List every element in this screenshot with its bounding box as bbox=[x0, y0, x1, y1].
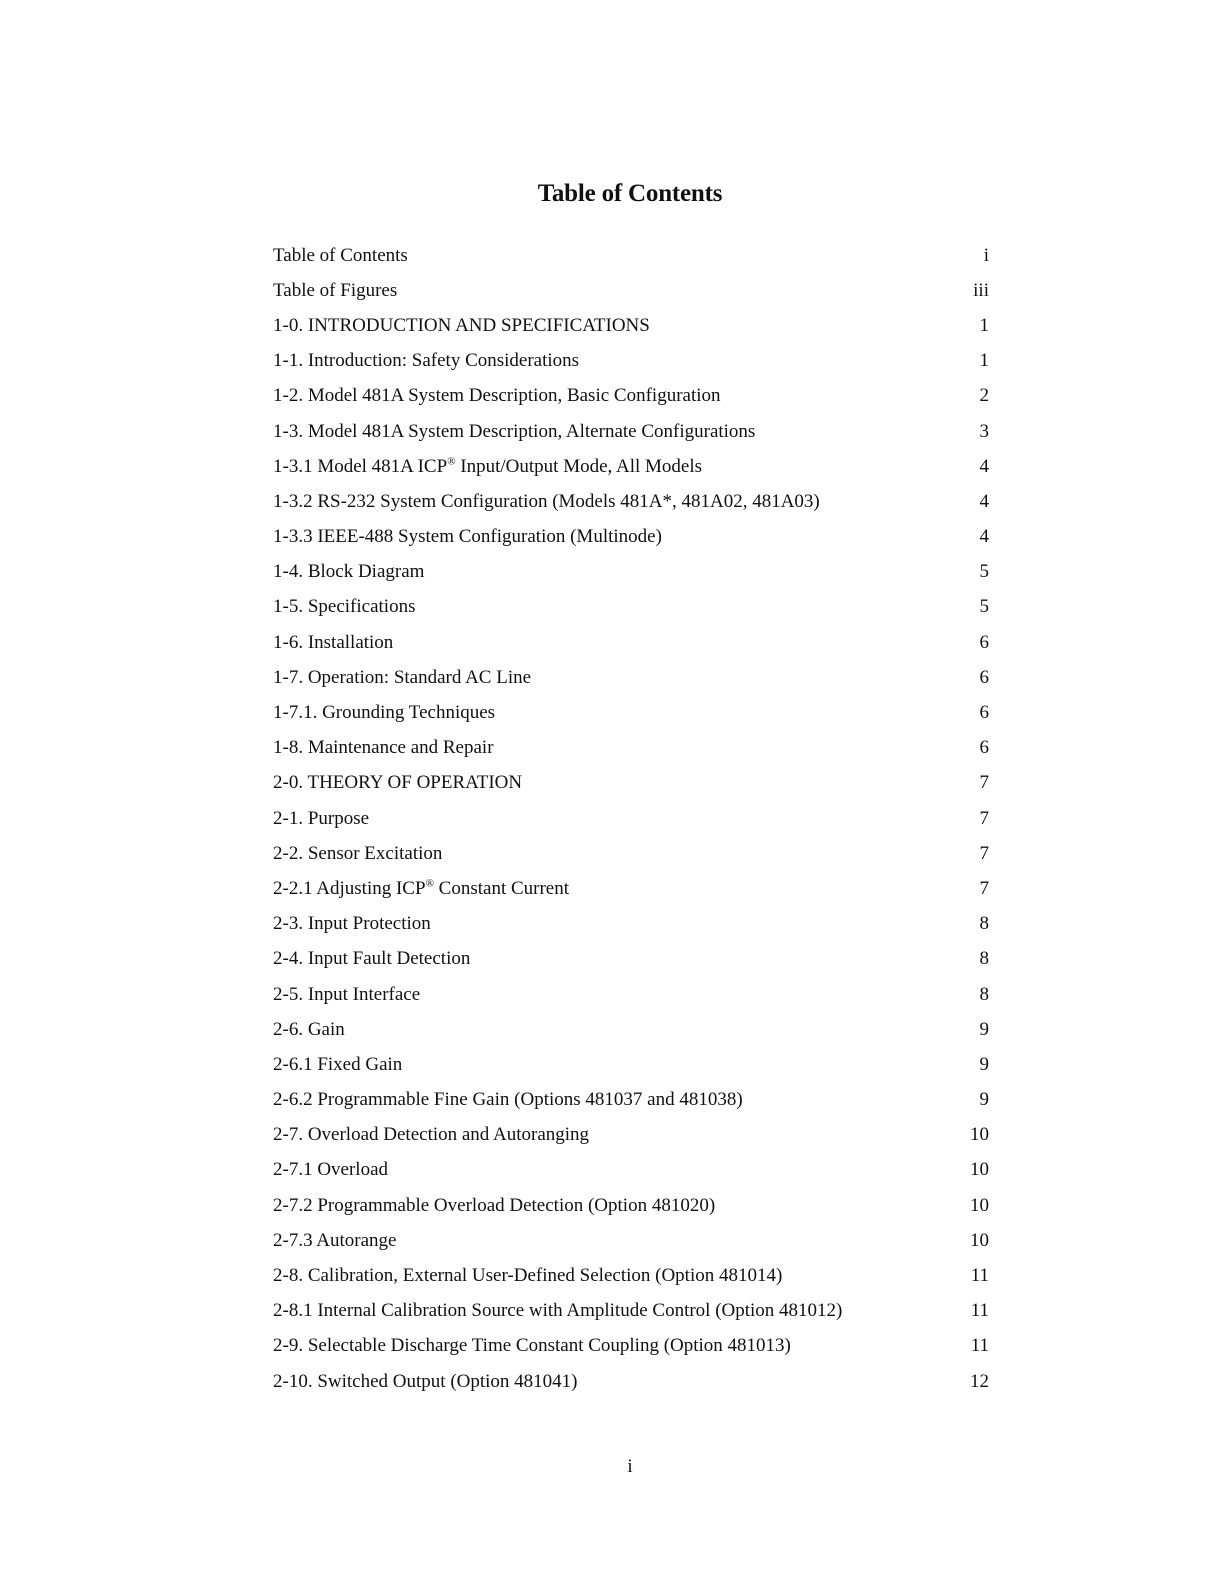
toc-entry-page: 4 bbox=[979, 526, 989, 548]
toc-entry-page: 9 bbox=[979, 1018, 989, 1040]
toc-entry-text: Table of Contents bbox=[273, 244, 408, 266]
toc-entry-text: 1-5. Specifications bbox=[273, 596, 416, 618]
toc-entry[interactable] bbox=[273, 1258, 989, 1293]
registered-mark: ® bbox=[425, 877, 434, 890]
toc-entry-text: 1-4. Block Diagram bbox=[273, 561, 425, 583]
toc-entry[interactable] bbox=[273, 344, 989, 379]
toc-entry-text: Table of Figures bbox=[273, 279, 398, 301]
toc-entry-page: 10 bbox=[970, 1124, 989, 1146]
toc-entry-text: 2-4. Input Fault Detection bbox=[273, 948, 471, 970]
toc-entry-page: iii bbox=[973, 279, 989, 301]
toc-entry-label bbox=[273, 843, 442, 865]
toc-entry-page: 8 bbox=[979, 913, 989, 935]
toc-entry-label bbox=[273, 702, 495, 724]
toc-entry-label bbox=[273, 1371, 578, 1393]
toc-entry-label bbox=[273, 350, 579, 372]
toc-entry-page: 7 bbox=[979, 772, 989, 794]
toc-entry-text: 1-3.3 IEEE-488 System Configuration (Multinode) bbox=[273, 526, 662, 548]
toc-entry-label bbox=[273, 1230, 396, 1252]
page-title: Table of Contents bbox=[537, 180, 723, 207]
toc-entry[interactable] bbox=[273, 1012, 989, 1047]
toc-entry[interactable] bbox=[273, 625, 989, 660]
toc-entry-text: 1-8. Maintenance and Repair bbox=[273, 737, 494, 759]
toc-entry[interactable] bbox=[273, 801, 989, 836]
toc-entry[interactable] bbox=[273, 414, 989, 449]
toc-entry[interactable] bbox=[273, 695, 989, 730]
toc-entry-label bbox=[273, 561, 424, 583]
toc-entry-label bbox=[273, 667, 531, 689]
toc-entry-text: 2-10. Switched Output (Option 481041) bbox=[273, 1370, 578, 1392]
toc-entry-page: 7 bbox=[979, 877, 989, 899]
toc-entry-page: 8 bbox=[979, 948, 989, 970]
toc-entry-page: 3 bbox=[979, 420, 989, 442]
toc-entry[interactable] bbox=[273, 977, 989, 1012]
toc-entry[interactable] bbox=[273, 1188, 989, 1223]
toc-entry-page: 1 bbox=[979, 314, 989, 336]
toc-entry[interactable] bbox=[273, 660, 989, 695]
toc-entry-label bbox=[273, 1054, 402, 1076]
toc-entry[interactable] bbox=[273, 520, 989, 555]
toc-entry-page: 6 bbox=[979, 737, 989, 759]
toc-entry-text-continued: Input/Output Mode, All Models bbox=[455, 455, 703, 477]
toc-entry-page: 10 bbox=[970, 1229, 989, 1251]
toc-entry[interactable] bbox=[273, 1364, 989, 1399]
toc-list bbox=[273, 238, 989, 1399]
toc-entry[interactable] bbox=[273, 942, 989, 977]
toc-entry-page: 9 bbox=[979, 1053, 989, 1075]
toc-entry-text: 1-0. INTRODUCTION AND SPECIFICATIONS bbox=[273, 314, 650, 336]
toc-entry-text: 1-3.1 Model 481A ICP bbox=[273, 455, 448, 477]
toc-entry-page: 5 bbox=[979, 561, 989, 583]
toc-entry-text: 2-2. Sensor Excitation bbox=[273, 842, 443, 864]
toc-entry-text: 2-1. Purpose bbox=[273, 807, 370, 829]
toc-entry[interactable] bbox=[273, 871, 989, 906]
toc-entry[interactable] bbox=[273, 590, 989, 625]
toc-entry[interactable] bbox=[273, 238, 989, 273]
toc-entry-page: 5 bbox=[979, 596, 989, 618]
toc-entry-label bbox=[273, 737, 494, 759]
toc-entry-page: 6 bbox=[979, 666, 989, 688]
toc-entry-page: 8 bbox=[979, 983, 989, 1005]
toc-entry-text: 2-0. THEORY OF OPERATION bbox=[273, 772, 523, 794]
toc-entry-page: 1 bbox=[979, 350, 989, 372]
toc-entry[interactable] bbox=[273, 1153, 989, 1188]
toc-entry-page: 7 bbox=[979, 807, 989, 829]
toc-entry-label bbox=[273, 385, 721, 407]
toc-entry-text: 1-6. Installation bbox=[273, 631, 394, 653]
toc-entry-label bbox=[273, 1195, 715, 1217]
toc-entry-text: 1-2. Model 481A System Description, Basic Configuration bbox=[273, 385, 721, 407]
toc-entry-label bbox=[273, 1300, 842, 1322]
toc-entry[interactable] bbox=[273, 1294, 989, 1329]
toc-entry-text: 2-7.2 Programmable Overload Detection (Option 481020) bbox=[273, 1194, 716, 1216]
toc-entry[interactable] bbox=[273, 1329, 989, 1364]
toc-entry[interactable] bbox=[273, 555, 989, 590]
toc-entry-text: 2-6.1 Fixed Gain bbox=[273, 1053, 403, 1075]
toc-entry-label bbox=[273, 1335, 791, 1357]
toc-entry[interactable] bbox=[273, 1223, 989, 1258]
toc-entry-label bbox=[273, 878, 569, 900]
toc-entry-page: 12 bbox=[970, 1370, 989, 1392]
toc-entry-label bbox=[273, 1089, 743, 1111]
toc-entry[interactable] bbox=[273, 484, 989, 519]
toc-entry[interactable] bbox=[273, 273, 989, 308]
toc-entry-text: 2-2.1 Adjusting ICP bbox=[273, 877, 426, 899]
toc-entry-page: i bbox=[983, 244, 989, 266]
toc-entry[interactable] bbox=[273, 1118, 989, 1153]
toc-entry-label bbox=[273, 315, 650, 337]
toc-entry-page: 10 bbox=[970, 1194, 989, 1216]
toc-entry[interactable] bbox=[273, 731, 989, 766]
toc-entry[interactable] bbox=[273, 449, 989, 484]
toc-entry-page: 4 bbox=[979, 455, 989, 477]
toc-entry[interactable] bbox=[273, 308, 989, 343]
toc-entry-label bbox=[273, 913, 431, 935]
toc-entry-label bbox=[273, 1159, 388, 1181]
toc-entry[interactable] bbox=[273, 379, 989, 414]
toc-entry-label bbox=[273, 491, 820, 513]
toc-entry-label bbox=[273, 280, 397, 302]
toc-entry-label bbox=[273, 245, 408, 267]
toc-entry-page: 2 bbox=[979, 385, 989, 407]
toc-entry-label bbox=[273, 526, 662, 548]
toc-entry-label bbox=[273, 1019, 345, 1041]
page-number: i bbox=[627, 1456, 633, 1477]
toc-entry-page: 6 bbox=[979, 702, 989, 724]
toc-entry-label bbox=[273, 948, 470, 970]
toc-entry-label bbox=[273, 772, 522, 794]
toc-entry-page: 9 bbox=[979, 1089, 989, 1111]
toc-entry-page: 7 bbox=[979, 842, 989, 864]
toc-entry-text: 2-7.3 Autorange bbox=[273, 1229, 397, 1251]
toc-entry-text: 2-6. Gain bbox=[273, 1018, 345, 1040]
toc-entry-text-continued: Constant Current bbox=[433, 877, 570, 899]
toc-entry-page: 6 bbox=[979, 631, 989, 653]
registered-mark: ® bbox=[447, 455, 456, 468]
toc-entry-text: 2-7. Overload Detection and Autoranging bbox=[273, 1124, 590, 1146]
toc-entry-label bbox=[273, 632, 393, 654]
toc-entry-text: 1-3. Model 481A System Description, Alternate Configurations bbox=[273, 420, 756, 442]
toc-entry-text: 2-8. Calibration, External User-Defined Selection (Option 481014) bbox=[273, 1265, 783, 1287]
toc-entry-page: 11 bbox=[970, 1300, 989, 1322]
toc-entry-label bbox=[273, 808, 369, 830]
toc-entry[interactable] bbox=[273, 907, 989, 942]
toc-entry-label bbox=[273, 421, 755, 443]
toc-entry-text: 2-9. Selectable Discharge Time Constant Coupling (Option 481013) bbox=[273, 1335, 791, 1357]
toc-entry-text: 1-3.2 RS-232 System Configuration (Models 481A*, 481A02, 481A03) bbox=[273, 490, 820, 512]
toc-entry[interactable] bbox=[273, 1083, 989, 1118]
toc-entry[interactable] bbox=[273, 1047, 989, 1082]
toc-entry-page: 4 bbox=[979, 490, 989, 512]
toc-entry-text: 2-7.1 Overload bbox=[273, 1159, 389, 1181]
toc-entry-label bbox=[273, 1265, 782, 1287]
toc-entry-text: 2-3. Input Protection bbox=[273, 913, 431, 935]
toc-entry-label bbox=[273, 984, 420, 1006]
toc-entry-page: 10 bbox=[970, 1159, 989, 1181]
toc-entry-page: 11 bbox=[970, 1335, 989, 1357]
toc-entry-page: 11 bbox=[970, 1265, 989, 1287]
toc-entry-label bbox=[273, 596, 415, 618]
toc-entry-text: 2-6.2 Programmable Fine Gain (Options 481037 and 481038) bbox=[273, 1089, 743, 1111]
toc-entry-text: 1-7.1. Grounding Techniques bbox=[273, 702, 496, 724]
toc-entry-text: 1-7. Operation: Standard AC Line bbox=[273, 666, 532, 688]
toc-entry-label bbox=[273, 1124, 589, 1146]
toc-entry-text: 2-5. Input Interface bbox=[273, 983, 421, 1005]
toc-entry-text: 2-8.1 Internal Calibration Source with Amplitude Control (Option 481012) bbox=[273, 1300, 843, 1322]
toc-entry-text: 1-1. Introduction: Safety Considerations bbox=[273, 350, 580, 372]
toc-entry-label bbox=[273, 456, 702, 478]
toc-entry[interactable] bbox=[273, 836, 989, 871]
toc-entry[interactable] bbox=[273, 766, 989, 801]
